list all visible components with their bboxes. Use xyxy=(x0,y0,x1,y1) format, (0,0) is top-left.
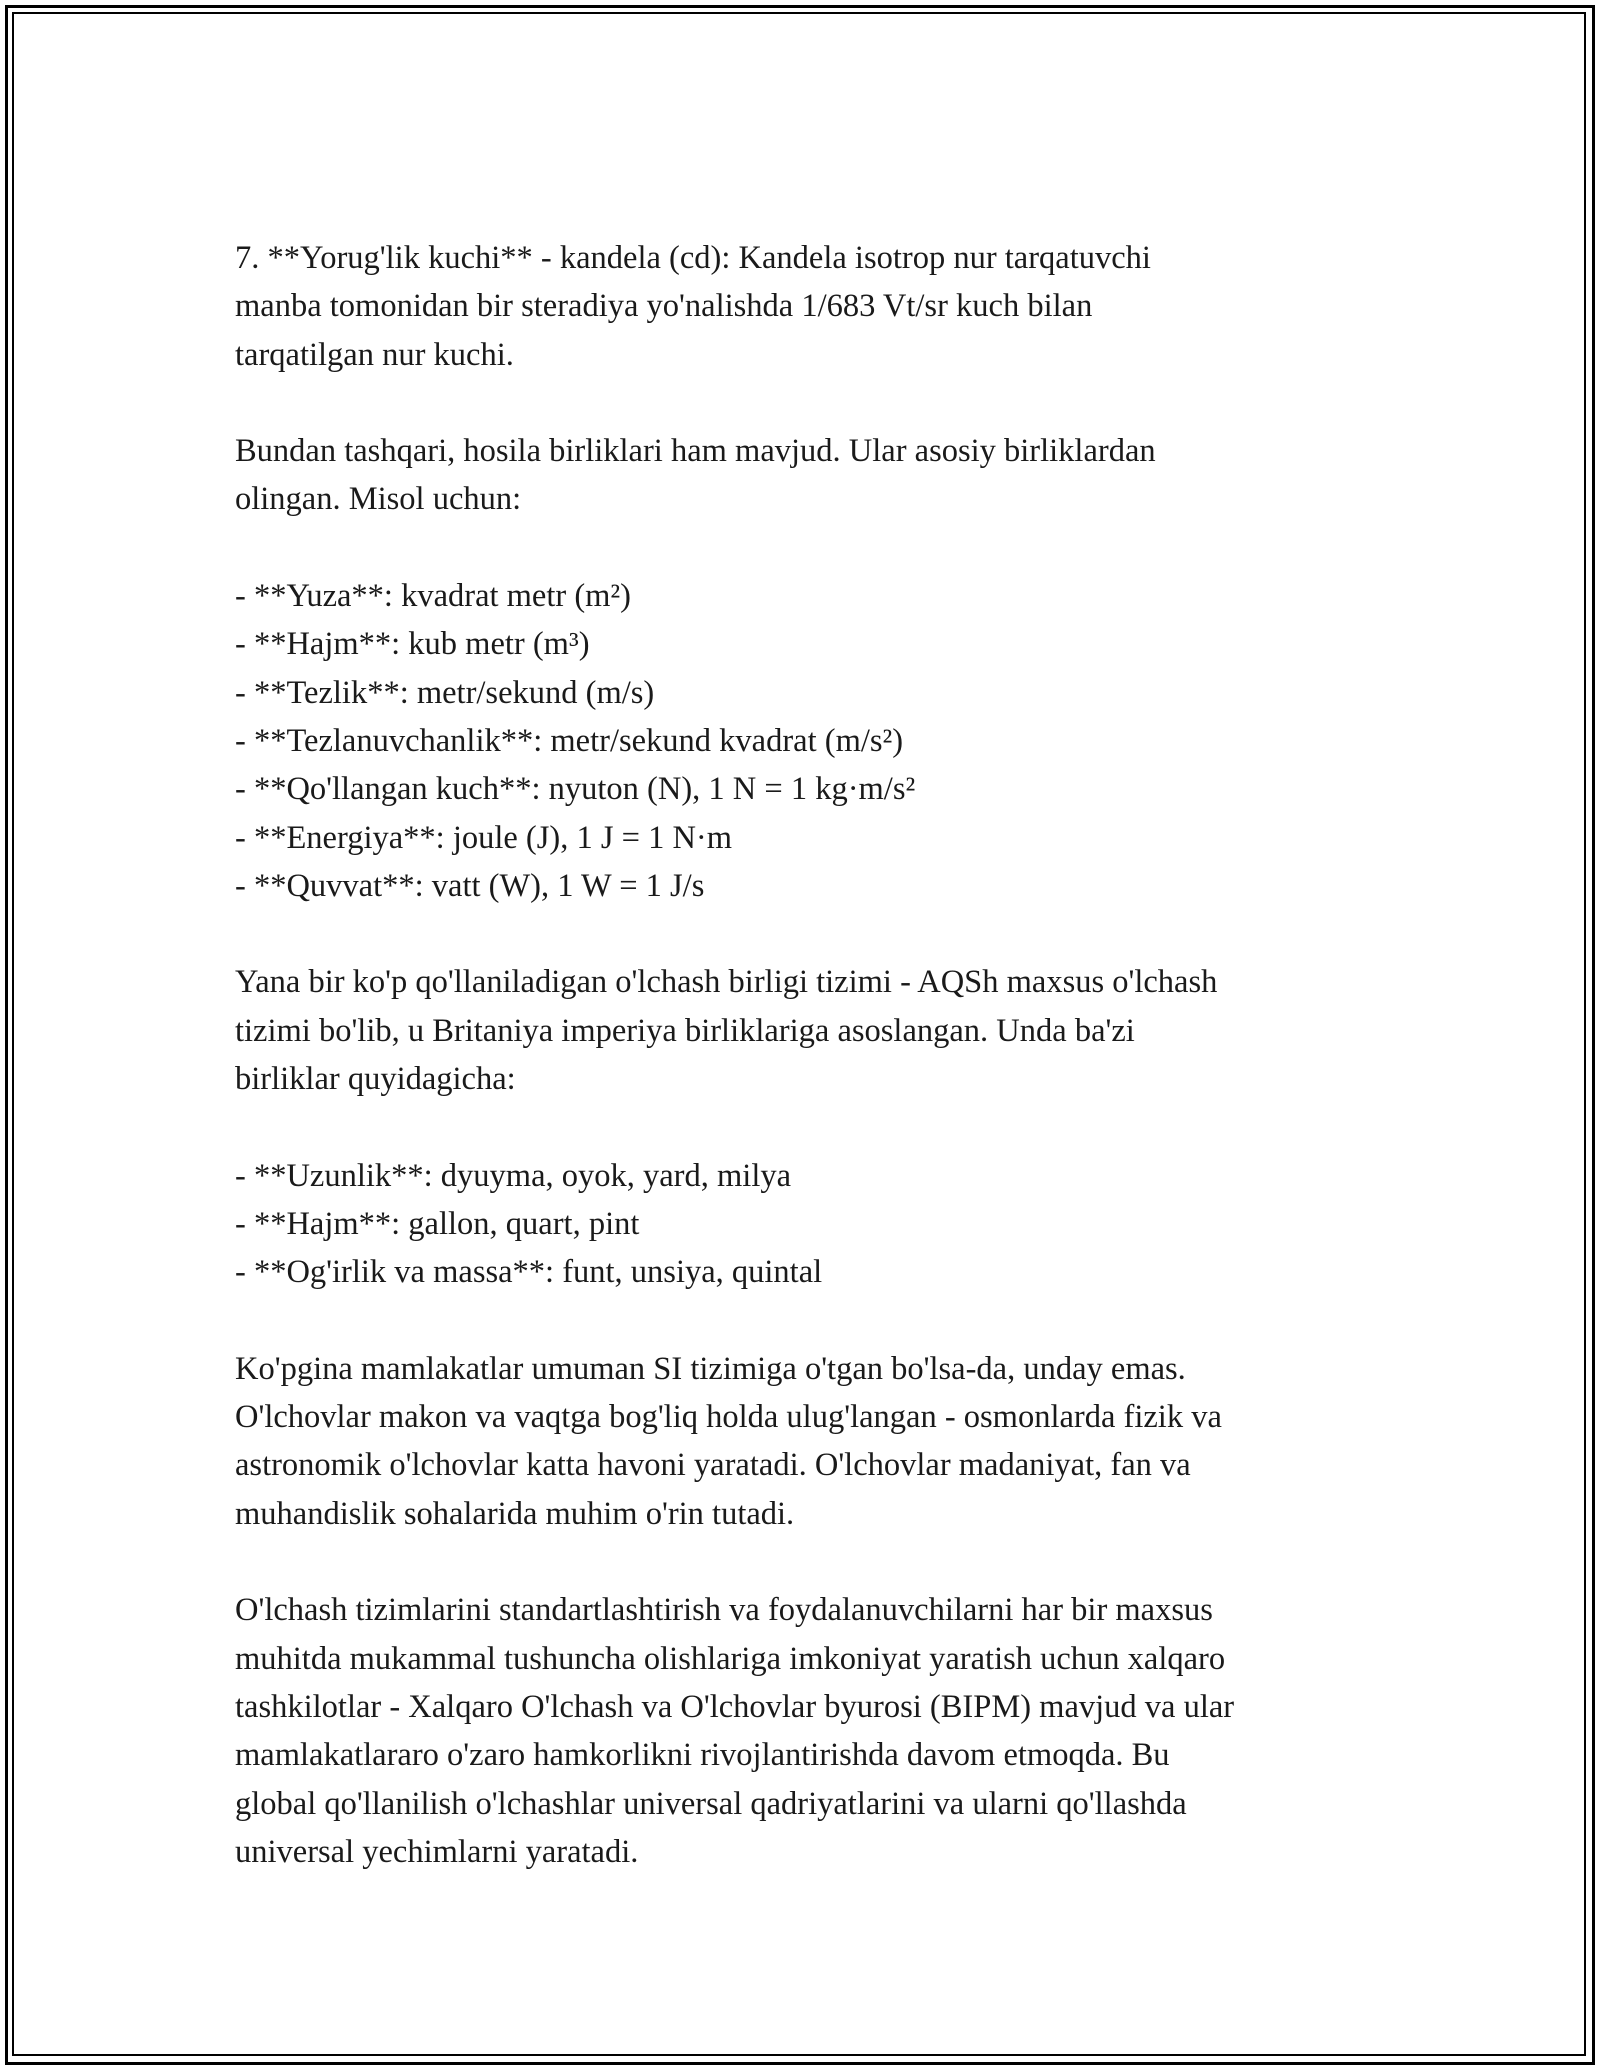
list-item: - **Energiya**: joule (J), 1 J = 1 N·m xyxy=(235,819,733,856)
list-item: - **Tezlanuvchanlik**: metr/sekund kvadrat (m/s²) xyxy=(235,722,904,759)
paragraph-international-organizations xyxy=(235,1586,1385,1876)
derived-units-list xyxy=(235,572,1385,910)
list-item: - **Tezlik**: metr/sekund (m/s) xyxy=(235,674,655,711)
text-line: O'lchash tizimlarini standartlashtirish va foydalanuvchilarni har bir maxsus xyxy=(235,1592,1213,1629)
text-line: birliklar quyidagicha: xyxy=(235,1061,516,1098)
text-line: astronomik o'lchovlar katta havoni yaratadi. O'lchovlar madaniyat, fan va xyxy=(235,1447,1191,1484)
text-line: universal yechimlarni yaratadi. xyxy=(235,1833,639,1870)
text-line: Yana bir ko'p qo'llaniladigan o'lchash birligi tizimi - AQSh maxsus o'lchash xyxy=(235,964,1218,1001)
list-item: - **Hajm**: gallon, quart, pint xyxy=(235,1205,640,1242)
paragraph-luminous-intensity xyxy=(235,234,1385,379)
text-line: manba tomonidan bir steradiya yo'nalishda 1/683 Vt/sr kuch bilan xyxy=(235,288,1093,325)
list-item: - **Uzunlik**: dyuyma, oyok, yard, milya xyxy=(235,1157,792,1194)
text-line: 7. **Yorug'lik kuchi** - kandela (cd): Kandela isotrop nur tarqatuvchi xyxy=(235,240,1151,276)
list-item: - **Yuza**: kvadrat metr (m²) xyxy=(235,578,631,615)
list-item: - **Og'irlik va massa**: funt, unsiya, quintal xyxy=(235,1254,823,1291)
list-item: - **Quvvat**: vatt (W), 1 W = 1 J/s xyxy=(235,867,705,904)
list-item: - **Qo'llangan kuch**: nyuton (N), 1 N = 1 kg·m/s² xyxy=(235,771,916,808)
text-line: muhandislik sohalarida muhim o'rin tutadi. xyxy=(235,1495,795,1532)
text-line: tashkilotlar - Xalqaro O'lchash va O'lchovlar byurosi (BIPM) mavjud va ular xyxy=(235,1688,1235,1725)
paragraph-si-adoption xyxy=(235,1345,1385,1538)
paragraph-derived-units-intro xyxy=(235,427,1385,524)
list-item: - **Hajm**: kub metr (m³) xyxy=(235,626,590,663)
text-line: Ko'pgina mamlakatlar umuman SI tizimiga o'tgan bo'lsa-da, unday emas. xyxy=(235,1350,1186,1387)
document-body xyxy=(235,234,1385,1876)
text-line: olingan. Misol uchun: xyxy=(235,481,522,518)
text-line: tarqatilgan nur kuchi. xyxy=(235,336,514,373)
us-customary-units-list xyxy=(235,1152,1385,1297)
text-line: tizimi bo'lib, u Britaniya imperiya birliklariga asoslangan. Unda ba'zi xyxy=(235,1012,1135,1049)
text-line: Bundan tashqari, hosila birliklari ham mavjud. Ular asosiy birliklardan xyxy=(235,433,1156,470)
text-line: muhitda mukammal tushuncha olishlariga imkoniyat yaratish uchun xalqaro xyxy=(235,1640,1226,1677)
text-line: O'lchovlar makon va vaqtga bog'liq holda ulug'langan - osmonlarda fizik va xyxy=(235,1399,1222,1436)
paragraph-us-customary-intro xyxy=(235,958,1385,1103)
text-line: global qo'llanilish o'lchashlar universal qadriyatlarini va ularni qo'llashda xyxy=(235,1785,1187,1822)
text-line: mamlakatlararo o'zaro hamkorlikni rivojlantirishda davom etmoqda. Bu xyxy=(235,1737,1170,1774)
